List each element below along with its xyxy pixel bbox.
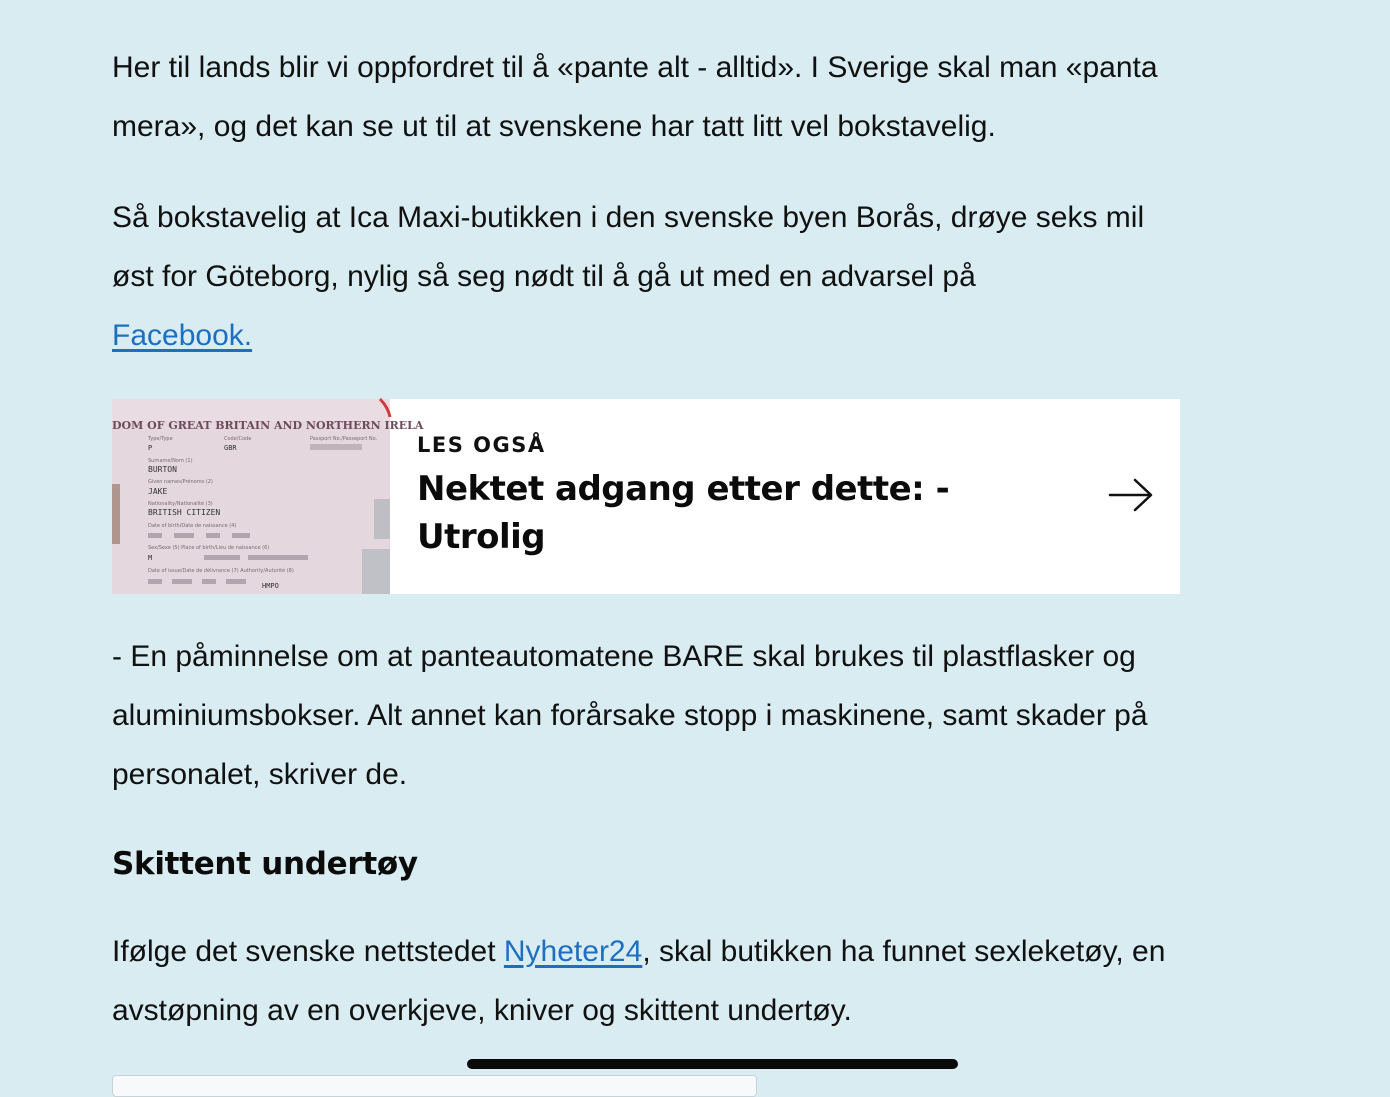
passport-header: DOM OF GREAT BRITAIN AND NORTHERN IRELA — [112, 419, 424, 432]
arrow-right-icon[interactable] — [1108, 477, 1154, 513]
passport-surname-label: Surname/Nom (1) — [148, 458, 193, 464]
passport-issue-label: Date of issue/Date de délivrance (7) Authority/Autorité (8) — [148, 568, 294, 574]
passport-given: JAKE — [148, 487, 168, 496]
related-article-teaser[interactable] — [112, 399, 1180, 594]
teaser-kicker: LES OGSÅ — [417, 433, 546, 457]
paragraph-borås-text: Så bokstavelig at Ica Maxi-butikken i den svenske byen Borås, drøye seks mil øst for Göteborg, nylig så seg nødt til å gå ut med en advarsel på — [112, 201, 1145, 293]
passport-sex-label: Sex/Sexe (5) Place of birth/Lieu de naissance (6) — [148, 545, 270, 551]
nyheter24-link[interactable]: Nyheter24 — [503, 935, 643, 968]
paragraph-intro: Her til lands blir vi oppfordret til å «pante alt - alltid». I Sverige skal man «panta mera», og det kan se ut til at svenskene har tatt litt vel bokstavelig. — [112, 51, 1158, 143]
paragraph-borås — [112, 188, 1180, 365]
passport-number-label: Passport No./Passeport No. — [310, 436, 378, 442]
passport-code-label: Code/Code — [224, 436, 252, 442]
passport-given-label: Given names/Prénoms (2) — [148, 479, 213, 485]
passport-surname: BURTON — [148, 465, 177, 474]
paragraph-reminder: - En påminnelse om at panteautomatene BARE skal brukes til plastflasker og aluminiumsbokser. Alt annet kan forårsake stopp i maskinene, samt skader på personalet, skriver de. — [112, 640, 1148, 791]
passport-sex: M — [148, 554, 153, 562]
teaser-image — [112, 399, 424, 594]
home-indicator[interactable] — [467, 1059, 958, 1069]
passport-authority: HMPO — [262, 582, 279, 590]
passport-code-value: GBR — [224, 444, 237, 452]
paragraph-findings-before: Ifølge det svenske nettstedet — [112, 935, 504, 968]
facebook-link[interactable]: Facebook. — [112, 319, 253, 352]
passport-nationality: BRITISH CITIZEN — [148, 508, 221, 517]
passport-nationality-label: Nationality/Nationalité (3) — [148, 501, 213, 507]
passport-dob-label: Date of birth/Date de naissance (4) — [148, 523, 237, 529]
passport-type-value: P — [148, 444, 153, 452]
section-heading: Skittent undertøy — [112, 846, 418, 882]
next-embed-card — [112, 1075, 757, 1097]
paragraph-findings-after: , skal butikken ha funnet sexleketøy, en avstøpning av en overkjeve, kniver og skittent undertøy. — [112, 935, 1166, 1027]
paragraph-findings — [112, 922, 1180, 1040]
teaser-headline[interactable]: Nektet adgang etter dette: - Utrolig — [417, 469, 950, 557]
passport-type-label: Type/Type — [148, 436, 173, 442]
